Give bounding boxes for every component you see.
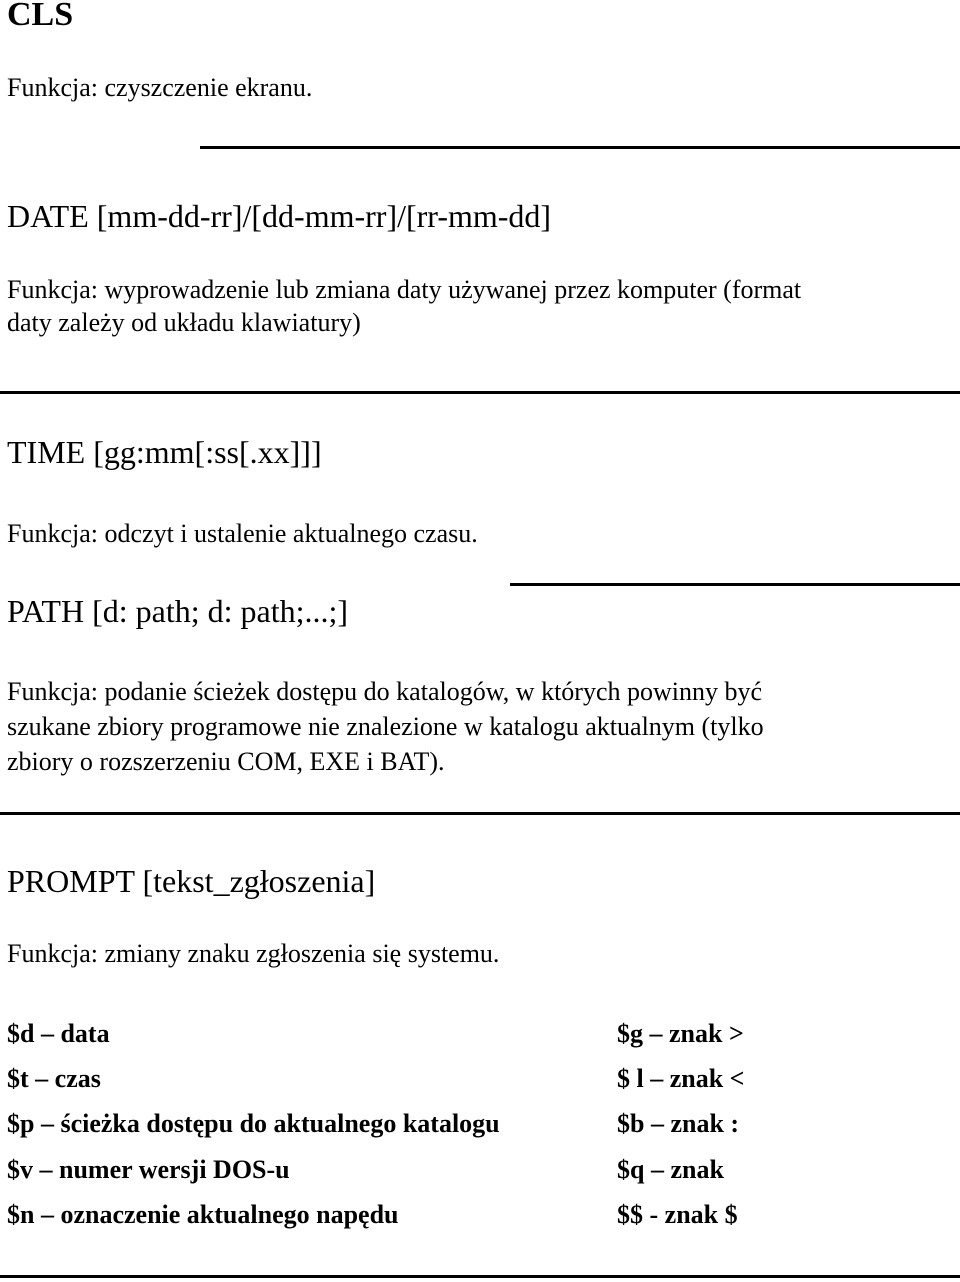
time-description: Funkcja: odczyt i ustalenie aktualnego czasu. — [7, 519, 478, 548]
prompt-code-right-2: $ l – znak < — [617, 1064, 745, 1093]
prompt-code-left-2: $t – czas — [7, 1064, 101, 1093]
prompt-heading: PROMPT [tekst_zgłoszenia] — [7, 863, 376, 899]
prompt-code-right-4: $q – znak — [617, 1155, 724, 1184]
date-heading: DATE [mm-dd-rr]/[dd-mm-rr]/[rr-mm-dd] — [7, 198, 552, 234]
path-description-line-2: szukane zbiory programowe nie znalezione w katalogu aktualnym (tylko — [7, 712, 764, 741]
divider — [0, 391, 960, 394]
prompt-code-left-1: $d – data — [7, 1019, 110, 1048]
prompt-description: Funkcja: zmiany znaku zgłoszenia się systemu. — [7, 939, 500, 968]
path-description-line-3: zbiory o rozszerzeniu COM, EXE i BAT). — [7, 747, 445, 776]
divider — [0, 1275, 960, 1278]
prompt-code-right-5: $$ - znak $ — [617, 1200, 738, 1229]
divider — [510, 583, 960, 586]
prompt-code-left-4: $v – numer wersji DOS-u — [7, 1155, 290, 1184]
prompt-code-left-5: $n – oznaczenie aktualnego napędu — [7, 1200, 399, 1229]
cls-description: Funkcja: czyszczenie ekranu. — [7, 73, 313, 102]
prompt-code-right-1: $g – znak > — [617, 1019, 744, 1048]
prompt-code-right-3: $b – znak : — [617, 1109, 740, 1138]
prompt-code-left-3: $p – ścieżka dostępu do aktualnego katalogu — [7, 1109, 500, 1138]
time-heading: TIME [gg:mm[:ss[.xx]]] — [7, 434, 322, 470]
path-description-line-1: Funkcja: podanie ścieżek dostępu do katalogów, w których powinny być — [7, 677, 763, 706]
divider — [200, 146, 960, 149]
date-description-line-2: daty zależy od układu klawiatury) — [7, 308, 361, 337]
cls-heading: CLS — [7, 0, 74, 33]
date-description-line-1: Funkcja: wyprowadzenie lub zmiana daty używanej przez komputer (format — [7, 275, 802, 304]
path-heading: PATH [d: path; d: path;...;] — [7, 593, 349, 629]
divider — [0, 812, 960, 815]
